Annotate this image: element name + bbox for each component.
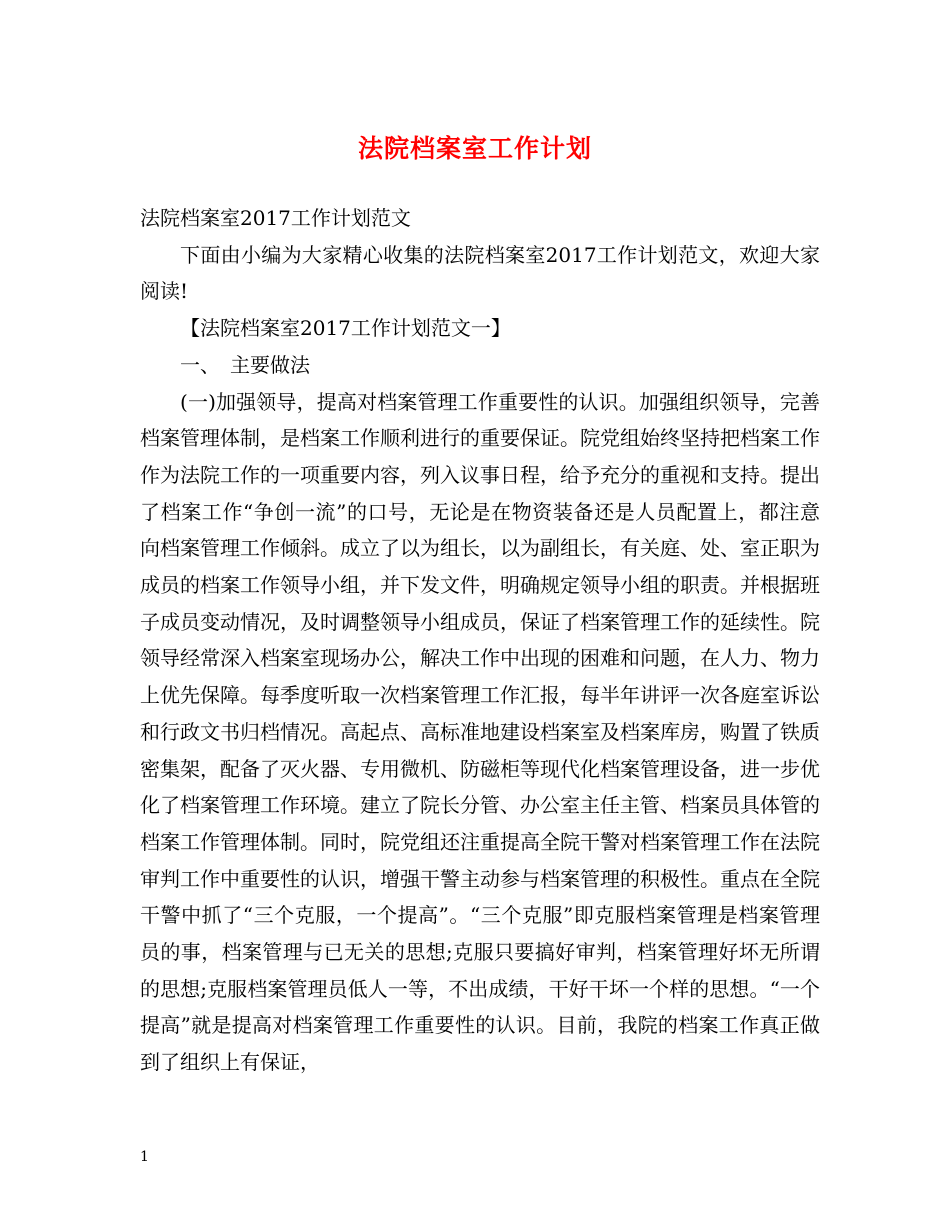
body-paragraph: (一)加强领导，提高对档案管理工作重要性的认识。加强组织领导，完善档案管理体制，是档案工作顺利进行的重要保证。院党组始终坚持把档案工作作为法院工作的一项重要内容，列入议事日程，给予充分的重视和支持。提出了档案工作“争创一流”的口号，无论是在物资装备还是人员配置上，都注意向档案管理工作倾斜。成立了以为组长，以为副组长，有关庭、处、室正职为成员的档案工作领导小组，并下发文件，明确规定领导小组的职责。并根据班子成员变动情况，及时调整领导小组成员，保证了档案管理工作的延续性。院领导经常深入档案室现场办公，解决工作中出现的困难和问题，在人力、物力上优先保障。每季度听取一次档案管理工作汇报，每半年讲评一次各庭室诉讼和行政文书归档情况。高起点、高标准地建设档案室及档案库房，购置了铁质密集架，配备了灭火器、专用微机、防磁柜等现代化档案管理设备，进一步优化了档案管理工作环境。建立了院长分管、办公室主任主管、档案员具体管的档案工作管理体制。同时，院党组还注重提高全院干警对档案管理工作在法院审判工作中重要性的认识，增强干警主动参与档案管理的积极性。重点在全院干警中抓了“三个克服，一个提高”。“三个克服”即克服档案管理是档案管理员的事，档案管理与已无关的思想;克服只要搞好审判，档案管理好坏无所谓的思想;克服档案管理员低人一等，不出成绩，干好干坏一个样的思想。“一个提高”就是提高对档案管理工作重要性的认识。目前，我院的档案工作真正做到了组织上有保证， [140,389,820,1075]
subheading: 一、 主要做法 [180,352,310,377]
page-number: 1 [140,1149,149,1165]
document-title: 法院档案室工作计划 [357,134,592,163]
intro-paragraph: 下面由小编为大家精心收集的法院档案室2017工作计划范文，欢迎大家阅读! [140,242,820,304]
section-heading: 【法院档案室2017工作计划范文一】 [180,316,511,341]
document-subtitle: 法院档案室2017工作计划范文 [140,206,411,230]
document-body [140,200,820,1081]
